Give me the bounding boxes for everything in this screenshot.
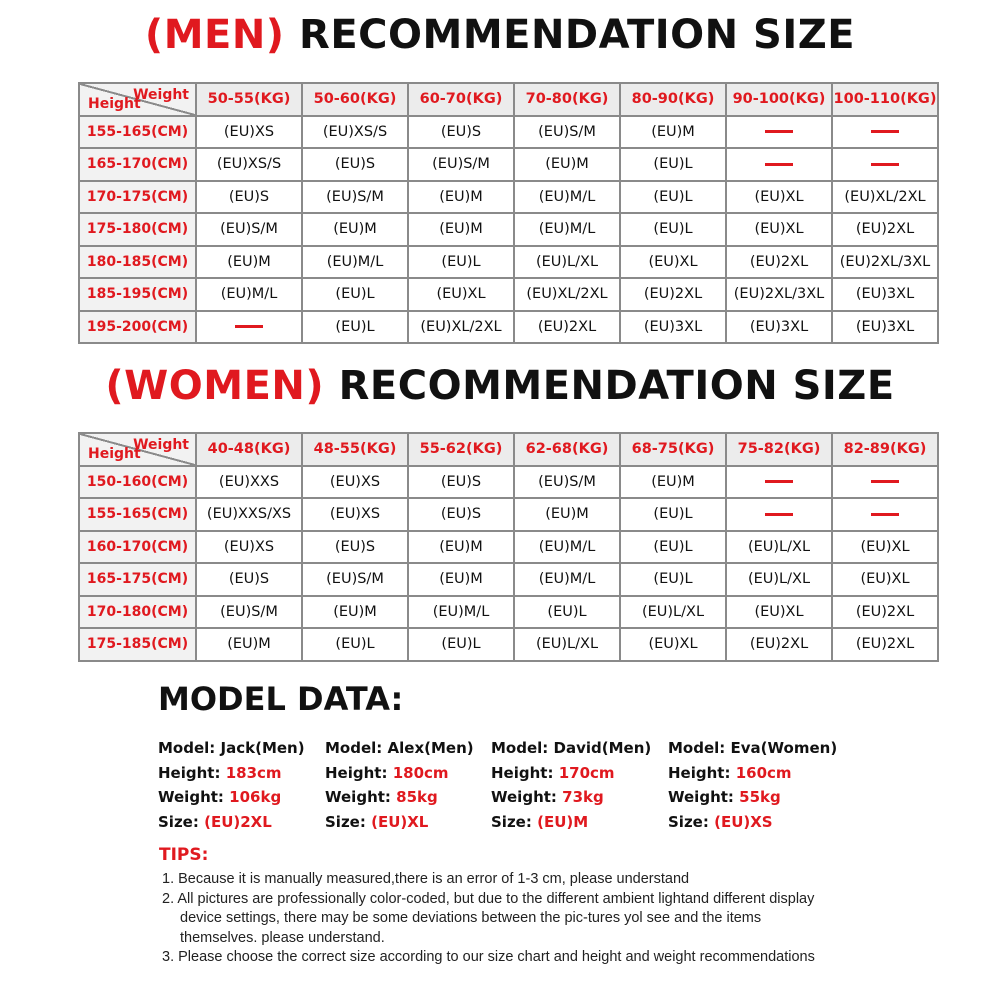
model-height: 180cm — [392, 763, 449, 782]
size-cell: (EU)L — [620, 213, 726, 246]
size-table-row — [79, 148, 938, 181]
size-cell: (EU)L/XL — [620, 596, 726, 629]
size-cell: (EU)3XL — [832, 278, 938, 311]
men-title-rest: RECOMMENDATION SIZE — [299, 12, 856, 58]
not-available-cell — [726, 116, 832, 149]
model-size-line — [158, 810, 305, 835]
women-size-title — [0, 363, 1000, 409]
model-name: David(Men) — [553, 739, 652, 757]
size-cell: (EU)2XL — [832, 213, 938, 246]
size-cell: (EU)L — [620, 531, 726, 564]
size-cell: (EU)XL — [832, 563, 938, 596]
size-table-row — [79, 628, 938, 661]
size-cell: (EU)S/M — [514, 466, 620, 499]
weight-column-header: 100-110(KG) — [832, 83, 938, 116]
not-available-cell — [832, 148, 938, 181]
size-cell: (EU)3XL — [726, 311, 832, 344]
size-cell: (EU)M — [408, 531, 514, 564]
size-cell: (EU)L — [302, 628, 408, 661]
size-cell: (EU)2XL — [832, 596, 938, 629]
model-name: Eva(Women) — [730, 739, 838, 757]
model-height: 170cm — [558, 763, 615, 782]
weight-column-header: 68-75(KG) — [620, 433, 726, 466]
size-table-row — [79, 563, 938, 596]
size-cell: (EU)S — [302, 531, 408, 564]
not-available-cell — [196, 311, 302, 344]
size-cell: (EU)M/L — [514, 563, 620, 596]
model-size: (EU)2XL — [204, 812, 272, 831]
size-cell: (EU)M — [408, 181, 514, 214]
size-cell: (EU)S/M — [408, 148, 514, 181]
tips-heading: TIPS: — [159, 845, 209, 865]
size-table-row — [79, 466, 938, 499]
size-cell: (EU)2XL — [726, 246, 832, 279]
model-name-line — [325, 736, 474, 761]
model-height-line — [668, 761, 837, 786]
not-available-dash-icon — [765, 513, 793, 516]
size-table-row — [79, 116, 938, 149]
tip-item: 1. Because it is manually measured,there is an error of 1-3 cm, please understand — [162, 871, 690, 887]
height-row-header: 165-175(CM) — [79, 563, 196, 596]
size-table-row — [79, 213, 938, 246]
size-label: Size: — [491, 812, 532, 831]
tip-item: 3. Please choose the correct size according to our size chart and height and weight recommendations — [162, 949, 815, 965]
height-row-header: 185-195(CM) — [79, 278, 196, 311]
height-label: Height: — [491, 763, 554, 782]
size-cell: (EU)M — [620, 116, 726, 149]
model-card — [325, 736, 474, 834]
not-available-cell — [726, 498, 832, 531]
not-available-dash-icon — [235, 325, 263, 328]
weight-column-header: 62-68(KG) — [514, 433, 620, 466]
tips-list — [162, 870, 822, 968]
size-cell: (EU)XS — [302, 466, 408, 499]
size-cell: (EU)M/L — [408, 596, 514, 629]
model-size: (EU)XL — [371, 812, 429, 831]
size-cell: (EU)XXS — [196, 466, 302, 499]
size-cell: (EU)S — [408, 498, 514, 531]
model-size: (EU)M — [537, 812, 589, 831]
weight-axis-label: Weight — [133, 437, 189, 453]
model-name-line — [158, 736, 305, 761]
size-cell: (EU)S — [196, 181, 302, 214]
size-table-row — [79, 311, 938, 344]
model-size: (EU)XS — [714, 812, 773, 831]
size-cell: (EU)M — [620, 466, 726, 499]
size-cell: (EU)S/M — [196, 596, 302, 629]
model-name-line — [668, 736, 837, 761]
weight-column-header: 70-80(KG) — [514, 83, 620, 116]
size-cell: (EU)XS — [196, 531, 302, 564]
tip-item: 2. All pictures are professionally color-coded, but due to the different ambient lightand different display device settings, there may be some deviations between the pic-tures yol see and the items themselves. please understand. — [162, 890, 815, 946]
size-cell: (EU)XL — [832, 531, 938, 564]
not-available-dash-icon — [765, 163, 793, 166]
height-row-header: 155-165(CM) — [79, 498, 196, 531]
size-cell: (EU)2XL/3XL — [832, 246, 938, 279]
not-available-dash-icon — [871, 513, 899, 516]
model-weight: 55kg — [739, 788, 781, 806]
size-cell: (EU)XS/S — [302, 116, 408, 149]
height-label: Height: — [325, 763, 388, 782]
size-table-row — [79, 531, 938, 564]
size-cell: (EU)S/M — [302, 181, 408, 214]
size-cell: (EU)XXS/XS — [196, 498, 302, 531]
size-cell: (EU)M — [408, 563, 514, 596]
model-data-heading: MODEL DATA: — [158, 680, 404, 718]
height-row-header: 175-185(CM) — [79, 628, 196, 661]
model-card — [491, 736, 651, 834]
size-cell: (EU)2XL/3XL — [726, 278, 832, 311]
size-cell: (EU)S — [408, 116, 514, 149]
size-cell: (EU)M/L — [196, 278, 302, 311]
height-row-header: 180-185(CM) — [79, 246, 196, 279]
model-weight: 73kg — [562, 788, 604, 806]
size-label: Size: — [325, 812, 366, 831]
not-available-cell — [832, 498, 938, 531]
height-row-header: 170-175(CM) — [79, 181, 196, 214]
weight-header-row — [79, 433, 938, 466]
weight-height-corner-cell — [79, 83, 196, 116]
men-title-highlight: (MEN) — [144, 12, 285, 58]
model-label: Model: — [668, 739, 726, 757]
height-label: Height: — [668, 763, 731, 782]
size-cell: (EU)XL/2XL — [408, 311, 514, 344]
size-cell: (EU)S/M — [514, 116, 620, 149]
weight-column-header: 60-70(KG) — [408, 83, 514, 116]
weight-label: Weight: — [668, 788, 734, 806]
model-label: Model: — [491, 739, 549, 757]
weight-column-header: 40-48(KG) — [196, 433, 302, 466]
model-height: 183cm — [225, 763, 282, 782]
model-name-line — [491, 736, 651, 761]
size-cell: (EU)M — [302, 596, 408, 629]
size-label: Size: — [668, 812, 709, 831]
men-size-title — [0, 12, 1000, 58]
size-cell: (EU)S/M — [196, 213, 302, 246]
weight-column-header: 80-90(KG) — [620, 83, 726, 116]
size-cell: (EU)2XL — [832, 628, 938, 661]
not-available-cell — [726, 466, 832, 499]
size-cell: (EU)M — [302, 213, 408, 246]
size-cell: (EU)M — [514, 148, 620, 181]
weight-column-header: 55-62(KG) — [408, 433, 514, 466]
size-cell: (EU)L — [408, 246, 514, 279]
weight-label: Weight: — [325, 788, 391, 806]
model-weight-line — [325, 785, 474, 810]
size-cell: (EU)XL — [726, 213, 832, 246]
weight-axis-label: Weight — [133, 87, 189, 103]
weight-column-header: 90-100(KG) — [726, 83, 832, 116]
model-name: Alex(Men) — [387, 739, 474, 757]
model-height-line — [491, 761, 651, 786]
size-cell: (EU)M — [408, 213, 514, 246]
model-label: Model: — [325, 739, 383, 757]
model-name: Jack(Men) — [220, 739, 305, 757]
size-table-row — [79, 181, 938, 214]
model-weight-line — [491, 785, 651, 810]
women-title-highlight: (WOMEN) — [105, 363, 325, 409]
model-weight-line — [668, 785, 837, 810]
size-cell: (EU)L — [514, 596, 620, 629]
height-row-header: 155-165(CM) — [79, 116, 196, 149]
height-row-header: 175-180(CM) — [79, 213, 196, 246]
size-cell: (EU)3XL — [620, 311, 726, 344]
size-cell: (EU)M — [196, 246, 302, 279]
not-available-dash-icon — [765, 480, 793, 483]
model-weight: 85kg — [396, 788, 438, 806]
size-cell: (EU)3XL — [832, 311, 938, 344]
size-cell: (EU)L/XL — [726, 531, 832, 564]
size-cell: (EU)XL — [408, 278, 514, 311]
size-table-row — [79, 596, 938, 629]
not-available-dash-icon — [871, 480, 899, 483]
size-label: Size: — [158, 812, 199, 831]
size-cell: (EU)S/M — [302, 563, 408, 596]
size-cell: (EU)L/XL — [514, 246, 620, 279]
women-title-rest: RECOMMENDATION SIZE — [338, 363, 895, 409]
model-height-line — [325, 761, 474, 786]
not-available-dash-icon — [765, 130, 793, 133]
size-cell: (EU)XS — [196, 116, 302, 149]
men-size-table — [78, 82, 939, 344]
size-cell: (EU)XL — [726, 596, 832, 629]
size-cell: (EU)L/XL — [514, 628, 620, 661]
size-cell: (EU)M — [196, 628, 302, 661]
size-table-row — [79, 498, 938, 531]
size-cell: (EU)M/L — [302, 246, 408, 279]
not-available-cell — [832, 466, 938, 499]
weight-column-header: 82-89(KG) — [832, 433, 938, 466]
height-row-header: 165-170(CM) — [79, 148, 196, 181]
size-cell: (EU)XS/S — [196, 148, 302, 181]
size-cell: (EU)L — [408, 628, 514, 661]
size-cell: (EU)XL/2XL — [514, 278, 620, 311]
size-cell: (EU)L — [620, 148, 726, 181]
height-axis-label: Height — [88, 445, 141, 462]
model-height: 160cm — [735, 763, 792, 782]
size-cell: (EU)S — [408, 466, 514, 499]
size-cell: (EU)L — [302, 278, 408, 311]
not-available-dash-icon — [871, 130, 899, 133]
size-cell: (EU)S — [302, 148, 408, 181]
size-cell: (EU)2XL — [514, 311, 620, 344]
weight-column-header: 50-60(KG) — [302, 83, 408, 116]
size-cell: (EU)2XL — [620, 278, 726, 311]
size-cell: (EU)M — [514, 498, 620, 531]
size-table-row — [79, 246, 938, 279]
height-row-header: 160-170(CM) — [79, 531, 196, 564]
size-cell: (EU)M/L — [514, 181, 620, 214]
model-size-line — [491, 810, 651, 835]
model-card — [668, 736, 837, 834]
weight-column-header: 50-55(KG) — [196, 83, 302, 116]
size-cell: (EU)L/XL — [726, 563, 832, 596]
height-row-header: 195-200(CM) — [79, 311, 196, 344]
size-cell: (EU)2XL — [726, 628, 832, 661]
height-row-header: 170-180(CM) — [79, 596, 196, 629]
not-available-dash-icon — [871, 163, 899, 166]
height-axis-label: Height — [88, 95, 141, 112]
model-height-line — [158, 761, 305, 786]
size-cell: (EU)XL — [620, 628, 726, 661]
size-cell: (EU)L — [620, 498, 726, 531]
model-card — [158, 736, 305, 834]
size-cell: (EU)XL — [726, 181, 832, 214]
height-row-header: 150-160(CM) — [79, 466, 196, 499]
size-table-row — [79, 278, 938, 311]
size-cell: (EU)M/L — [514, 213, 620, 246]
model-label: Model: — [158, 739, 216, 757]
weight-label: Weight: — [491, 788, 557, 806]
weight-label: Weight: — [158, 788, 224, 806]
size-cell: (EU)S — [196, 563, 302, 596]
weight-height-corner-cell — [79, 433, 196, 466]
weight-column-header: 48-55(KG) — [302, 433, 408, 466]
size-cell: (EU)XL/2XL — [832, 181, 938, 214]
model-size-line — [325, 810, 474, 835]
size-cell: (EU)L — [620, 563, 726, 596]
size-cell: (EU)L — [620, 181, 726, 214]
size-cell: (EU)M/L — [514, 531, 620, 564]
not-available-cell — [726, 148, 832, 181]
weight-column-header: 75-82(KG) — [726, 433, 832, 466]
model-size-line — [668, 810, 837, 835]
height-label: Height: — [158, 763, 221, 782]
not-available-cell — [832, 116, 938, 149]
weight-header-row — [79, 83, 938, 116]
women-size-table — [78, 432, 939, 662]
model-weight-line — [158, 785, 305, 810]
size-cell: (EU)XS — [302, 498, 408, 531]
size-cell: (EU)XL — [620, 246, 726, 279]
size-cell: (EU)L — [302, 311, 408, 344]
model-weight: 106kg — [229, 788, 282, 806]
